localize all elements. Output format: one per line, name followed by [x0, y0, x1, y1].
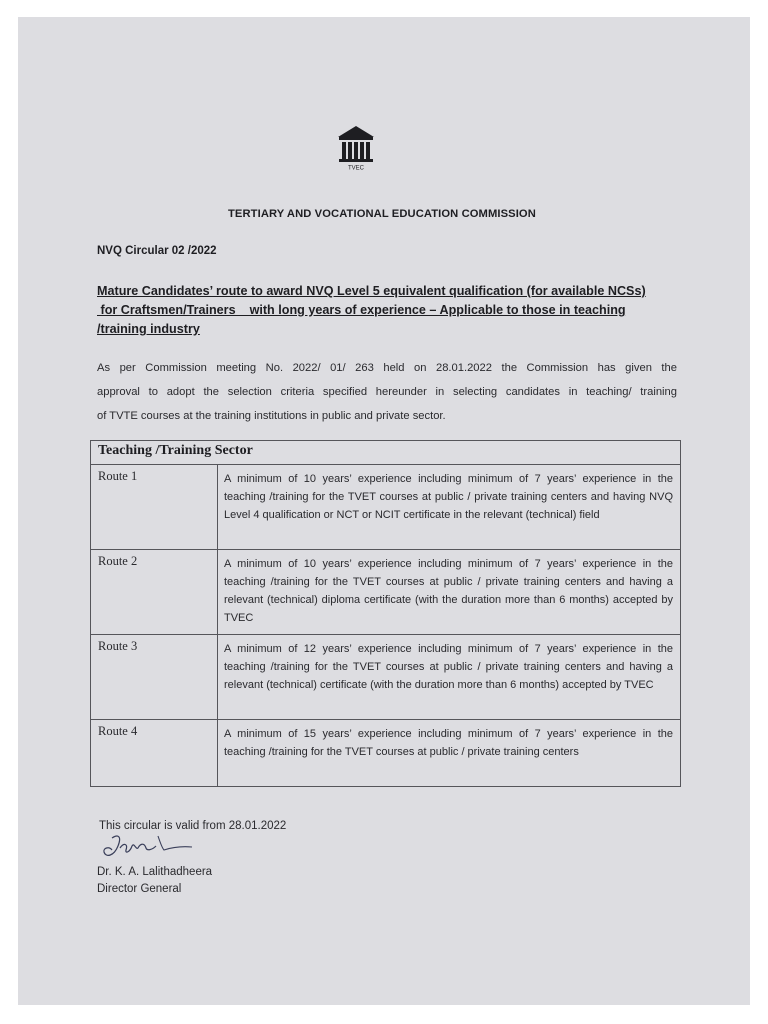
- organization-heading: TERTIARY AND VOCATIONAL EDUCATION COMMISSION: [228, 208, 536, 220]
- table-row: [91, 550, 681, 635]
- intro-line: of TVTE courses at the training institutions in public and private sector.: [97, 410, 446, 422]
- route-name: Route 1: [91, 465, 218, 550]
- intro-line: approval to adopt the selection criteria specified hereunder in selecting candidates in teaching/ training: [97, 386, 677, 398]
- validity-statement: This circular is valid from 28.01.2022: [99, 820, 287, 832]
- signer-title: Director General: [97, 883, 182, 895]
- intro-line: As per Commission meeting No. 2022/ 01/ 263 held on 28.01.2022 the Commission has given the: [97, 362, 677, 374]
- table-row: [91, 635, 681, 720]
- route-name: Route 2: [91, 550, 218, 635]
- route-description: A minimum of 12 years’ experience including minimum of 7 years’ experience in the teaching /training for the TVET courses at public / private training centers and having a relevant (technical) certificate (with the duration more than 6 months) accepted by TVEC: [218, 635, 681, 720]
- subject-line: for Craftsmen/Trainers with long years of experience – Applicable to those in teaching: [97, 303, 626, 317]
- route-name: Route 3: [91, 635, 218, 720]
- table-title: Teaching /Training Sector: [91, 441, 681, 465]
- circular-number: NVQ Circular 02 /2022: [97, 245, 217, 257]
- subject-line: /training industry: [97, 322, 200, 336]
- routes-table: [90, 440, 681, 787]
- circular-subject: [97, 282, 677, 339]
- route-description: A minimum of 15 years’ experience including minimum of 7 years’ experience in the teaching /training for the TVET courses at public / private training centers: [218, 720, 681, 787]
- subject-line: Mature Candidates’ route to award NVQ Level 5 equivalent qualification (for available NCSs): [97, 284, 646, 298]
- tvec-logo-icon: [336, 125, 376, 171]
- svg-text:TVEC: TVEC: [347, 165, 365, 171]
- route-description: A minimum of 10 years’ experience including minimum of 7 years’ experience in the teaching /training for the TVET courses at public / private training centers and having NVQ Level 4 qualification or NCT or NCIT certificate in the relevant (technical) field: [218, 465, 681, 550]
- signer-name: Dr. K. A. Lalithadheera: [97, 866, 213, 878]
- signature-icon: [100, 832, 200, 866]
- route-name: Route 4: [91, 720, 218, 787]
- table-row: [91, 720, 681, 787]
- route-description: A minimum of 10 years’ experience including minimum of 7 years’ experience in the teaching /training for the TVET courses at public / private training centers and having a relevant (technical) diploma certificate (with the duration more than 6 months) accepted by TVEC: [218, 550, 681, 635]
- table-row: [91, 465, 681, 550]
- intro-paragraph: [97, 356, 677, 428]
- signer-block: [97, 864, 212, 898]
